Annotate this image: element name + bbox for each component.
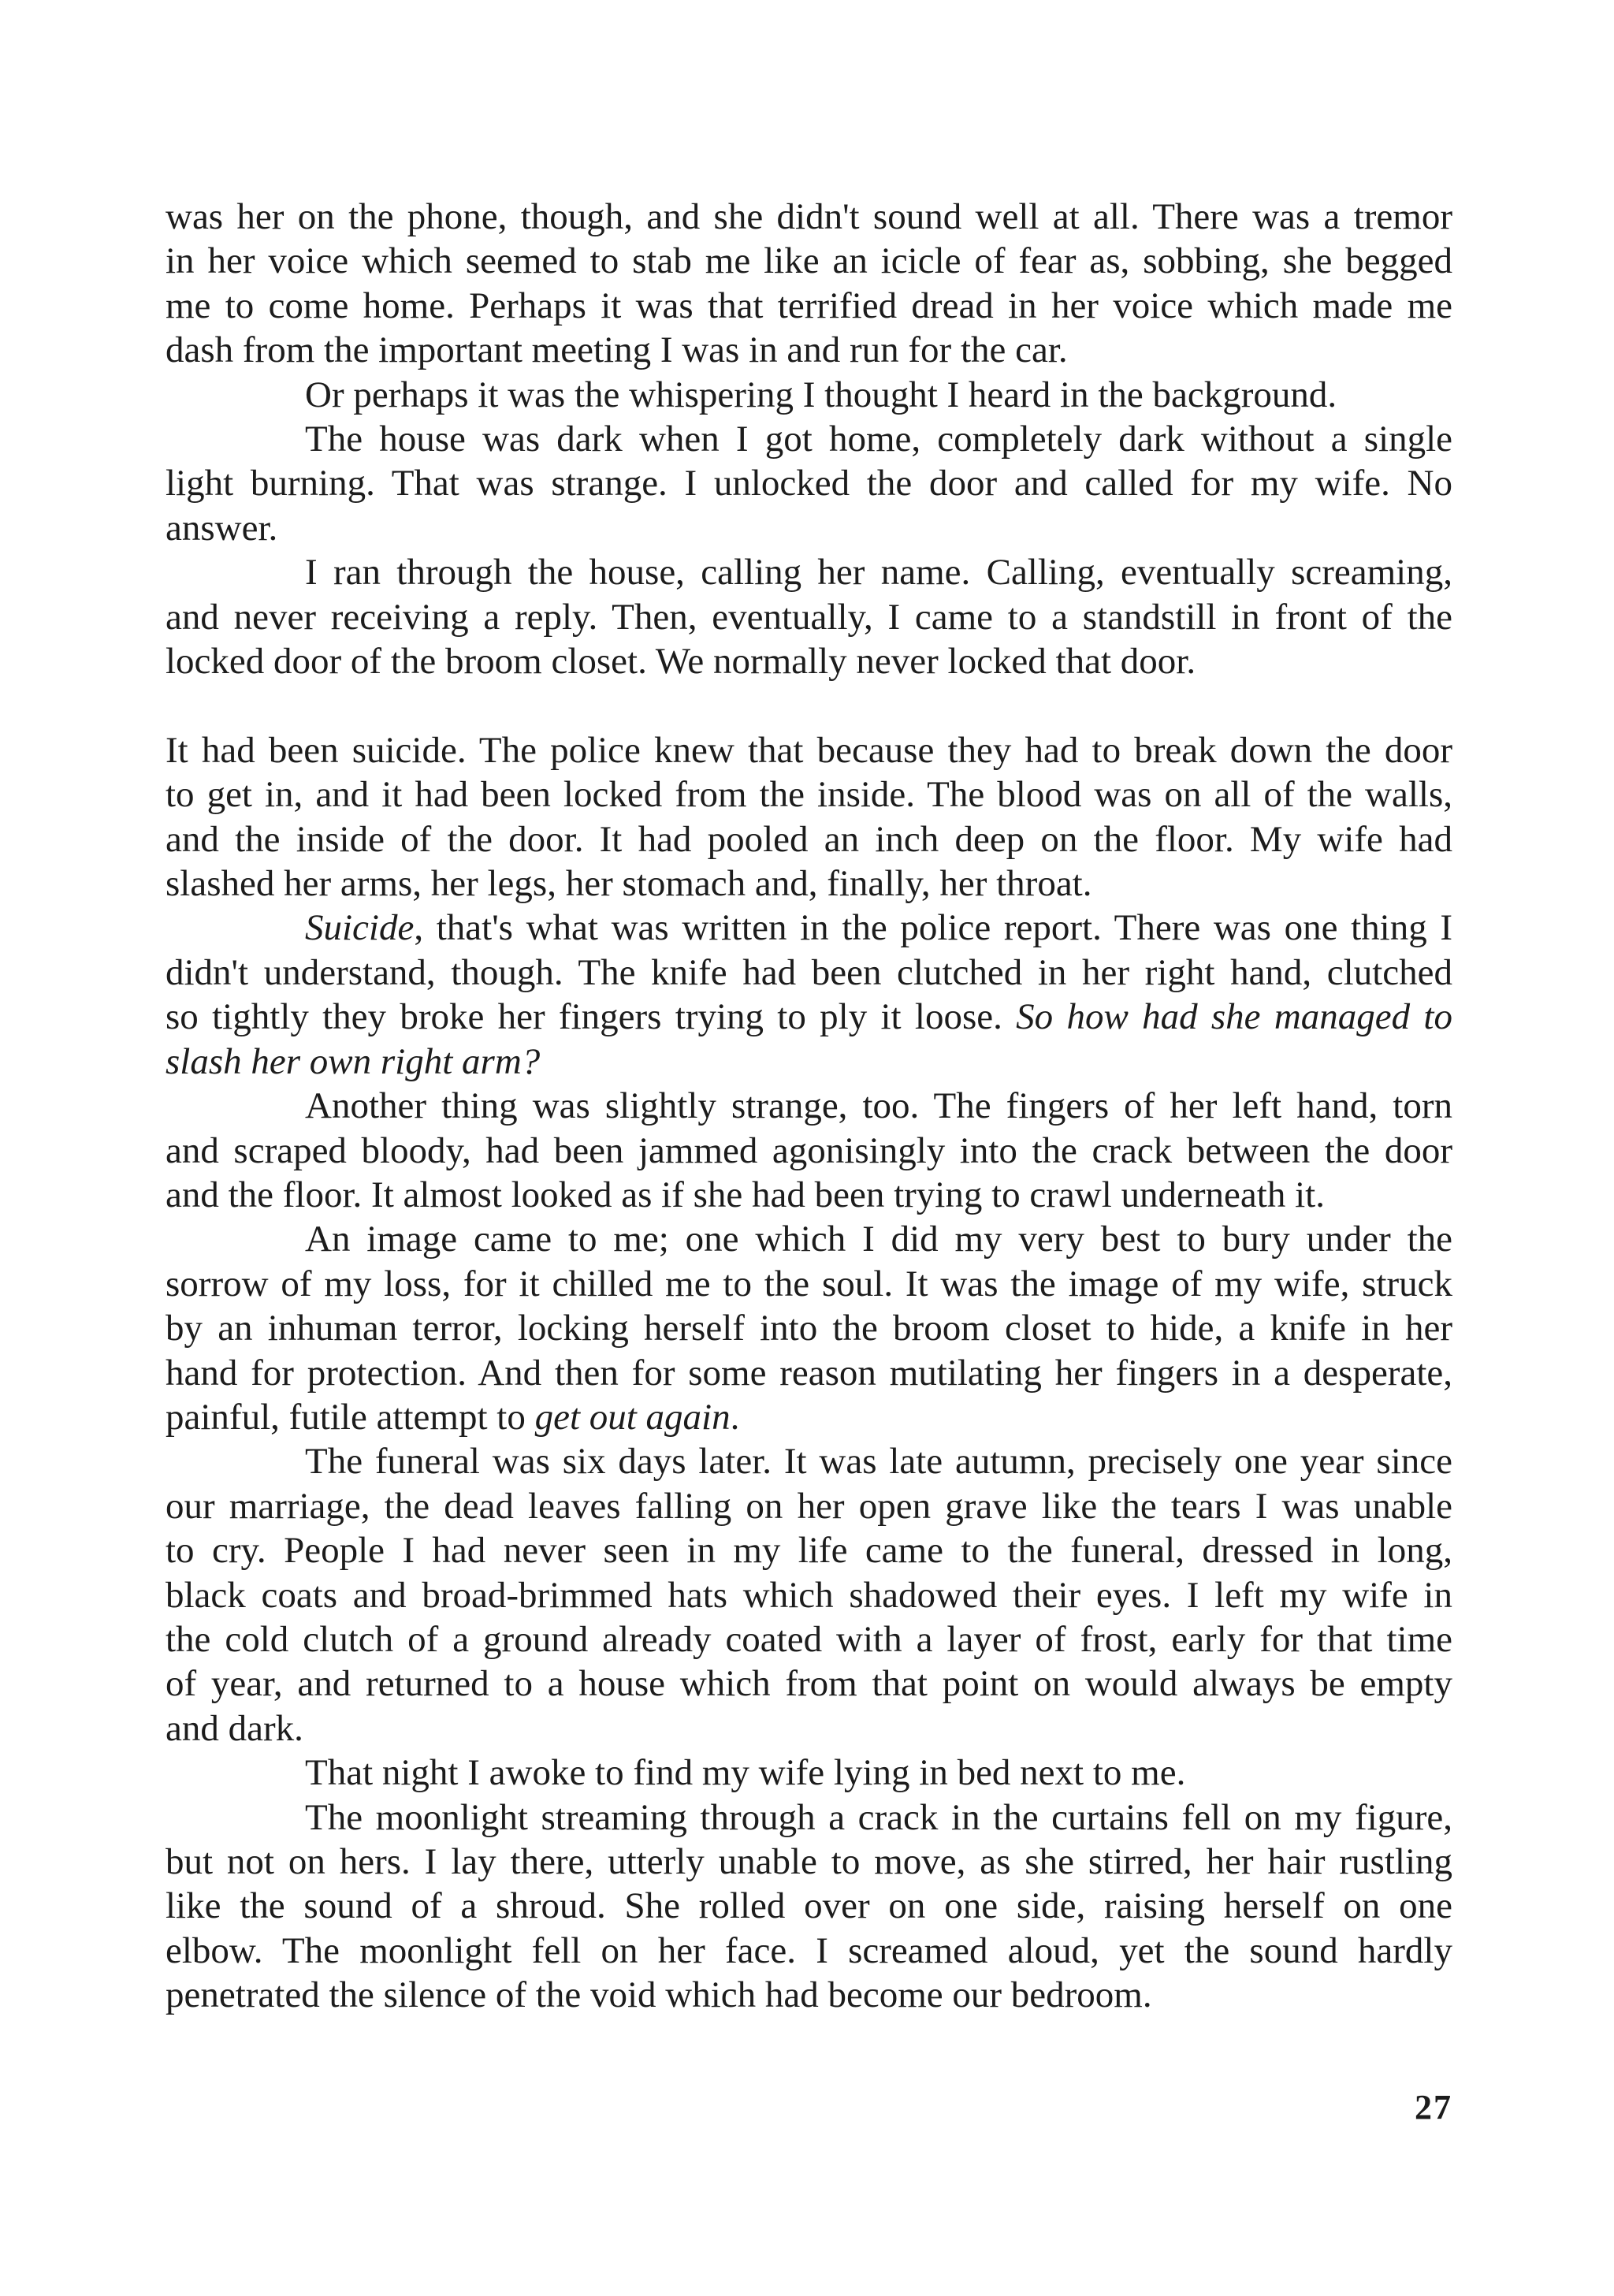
text-line [165, 1573, 1452, 1617]
text-segment: locked door of the broom closet. We normally never locked that door. [165, 641, 1196, 683]
text-line [165, 284, 1452, 328]
text-line [165, 1129, 1452, 1173]
text-segment: That night I awoke to find my wife lying in bed next to me. [305, 1752, 1186, 1794]
text-line [165, 417, 1452, 461]
text-segment: answer. [165, 507, 278, 549]
paragraph [165, 906, 1452, 1084]
text-line [165, 1528, 1452, 1572]
text-line [165, 1217, 1452, 1261]
text-segment: our marriage, the dead leaves falling on her open grave like the tears I was unable [165, 1485, 1452, 1527]
paragraph [165, 373, 1452, 417]
text-segment: like the sound of a shroud. She rolled over on one side, raising herself on one [165, 1885, 1452, 1927]
text-segment: the cold clutch of a ground already coated with a layer of frost, early for that time [165, 1618, 1452, 1660]
page-text [165, 195, 1452, 2018]
text-segment: elbow. The moonlight fell on her face. I screamed aloud, yet the sound hardly [165, 1929, 1452, 1971]
text-segment: dash from the important meeting I was in and run for the car. [165, 329, 1068, 371]
text-segment: sorrow of my loss, for it chilled me to the soul. It was the image of my wife, struck [165, 1263, 1452, 1304]
text-line [165, 861, 1452, 906]
text-section [165, 728, 1452, 2018]
text-segment: and the floor. It almost looked as if she had been trying to crawl underneath it. [165, 1174, 1325, 1215]
text-line [165, 595, 1452, 639]
text-line [165, 461, 1452, 505]
text-line [165, 1662, 1452, 1706]
text-line [165, 1617, 1452, 1662]
text-segment: hand for protection. And then for some reason mutilating her fingers in a desperate, [165, 1352, 1452, 1394]
text-line [165, 239, 1452, 283]
text-line [165, 1395, 1452, 1439]
text-segment: light burning. That was strange. I unlocked the door and called for my wife. No [165, 463, 1452, 504]
text-segment: to get in, and it had been locked from the inside. The blood was on all of the walls, [165, 774, 1452, 816]
text-line [165, 1084, 1452, 1128]
text-line [165, 373, 1452, 417]
text-segment: by an inhuman terror, locking herself into the broom closet to hide, a knife in her [165, 1308, 1452, 1349]
text-segment: and scraped bloody, had been jammed agonisingly into the crack between the door [165, 1129, 1452, 1171]
text-line [165, 817, 1452, 861]
text-line [165, 1884, 1452, 1928]
text-line [165, 1973, 1452, 2017]
text-line [165, 1262, 1452, 1306]
paragraph [165, 417, 1452, 550]
text-segment: painful, futile attempt to [165, 1396, 535, 1438]
paragraph [165, 728, 1452, 906]
text-segment: of year, and returned to a house which from that point on would always be empty [165, 1663, 1452, 1705]
paragraph [165, 1084, 1452, 1217]
text-section [165, 195, 1452, 683]
text-line [165, 506, 1452, 550]
text-segment: black coats and broad-brimmed hats which shadowed their eyes. I left my wife in [165, 1574, 1452, 1616]
text-line [165, 328, 1452, 372]
text-line [165, 1040, 1452, 1084]
text-segment: I ran through the house, calling her name. Calling, eventually screaming, [305, 552, 1452, 594]
text-segment: me to come home. Perhaps it was that terrified dread in her voice which made me [165, 285, 1452, 326]
text-segment: slashed her arms, her legs, her stomach and, finally, her throat. [165, 863, 1092, 905]
text-segment: didn't understand, though. The knife had been clutched in her right hand, clutched [165, 951, 1452, 993]
paragraph [165, 1751, 1452, 1795]
text-segment: , that's what was written in the police report. There was one thing I [414, 907, 1452, 949]
text-line [165, 1439, 1452, 1483]
italic-text: get out again [534, 1396, 731, 1438]
text-line [165, 1484, 1452, 1528]
paragraph [165, 1217, 1452, 1439]
page-number: 27 [1415, 2088, 1452, 2127]
paragraph [165, 195, 1452, 373]
text-line [165, 1840, 1452, 1884]
text-line [165, 995, 1452, 1039]
text-segment: and the inside of the door. It had pooled an inch deep on the floor. My wife had [165, 818, 1452, 860]
text-line [165, 1173, 1452, 1217]
text-segment: and never receiving a reply. Then, eventually, I came to a standstill in front of the [165, 596, 1452, 638]
text-segment: and dark. [165, 1707, 303, 1749]
text-segment: It had been suicide. The police knew that because they had to break down the door [165, 729, 1452, 771]
paragraph [165, 1795, 1452, 2018]
text-segment: The funeral was six days later. It was late autumn, precisely one year since [305, 1441, 1452, 1483]
italic-text: So how had she managed to [1016, 996, 1452, 1038]
text-segment: in her voice which seemed to stab me like an icicle of fear as, sobbing, she begged [165, 240, 1452, 282]
text-line [165, 1751, 1452, 1795]
text-line [165, 1929, 1452, 1973]
text-line [165, 1706, 1452, 1751]
text-line [165, 772, 1452, 817]
text-line [165, 728, 1452, 772]
text-segment: Another thing was slightly strange, too. The fingers of her left hand, torn [305, 1085, 1452, 1127]
italic-text: Suicide [305, 907, 415, 949]
text-line [165, 639, 1452, 683]
text-segment: Or perhaps it was the whispering I thought I heard in the background. [305, 374, 1337, 415]
text-line [165, 906, 1452, 950]
text-segment: was her on the phone, though, and she didn't sound well at all. There was a tremor [165, 196, 1452, 237]
text-segment: . [730, 1396, 740, 1438]
text-segment: to cry. People I had never seen in my life came to the funeral, dressed in long, [165, 1530, 1452, 1572]
paragraph [165, 1439, 1452, 1751]
text-line [165, 951, 1452, 995]
text-segment: The house was dark when I got home, completely dark without a single [305, 419, 1452, 460]
text-line [165, 195, 1452, 239]
italic-text: slash her own right arm? [165, 1040, 541, 1082]
text-line [165, 1795, 1452, 1840]
paragraph [165, 550, 1452, 683]
text-segment: The moonlight streaming through a crack in the curtains fell on my figure, [305, 1796, 1452, 1838]
text-segment: so tightly they broke her fingers trying to ply it loose. [165, 996, 1017, 1038]
text-segment: but not on hers. I lay there, utterly unable to move, as she stirred, her hair rustling [165, 1841, 1452, 1883]
text-segment: An image came to me; one which I did my very best to bury under the [305, 1219, 1452, 1260]
text-line [165, 1351, 1452, 1395]
text-line [165, 550, 1452, 594]
text-segment: penetrated the silence of the void which had become our bedroom. [165, 1974, 1152, 2016]
text-line [165, 1306, 1452, 1350]
